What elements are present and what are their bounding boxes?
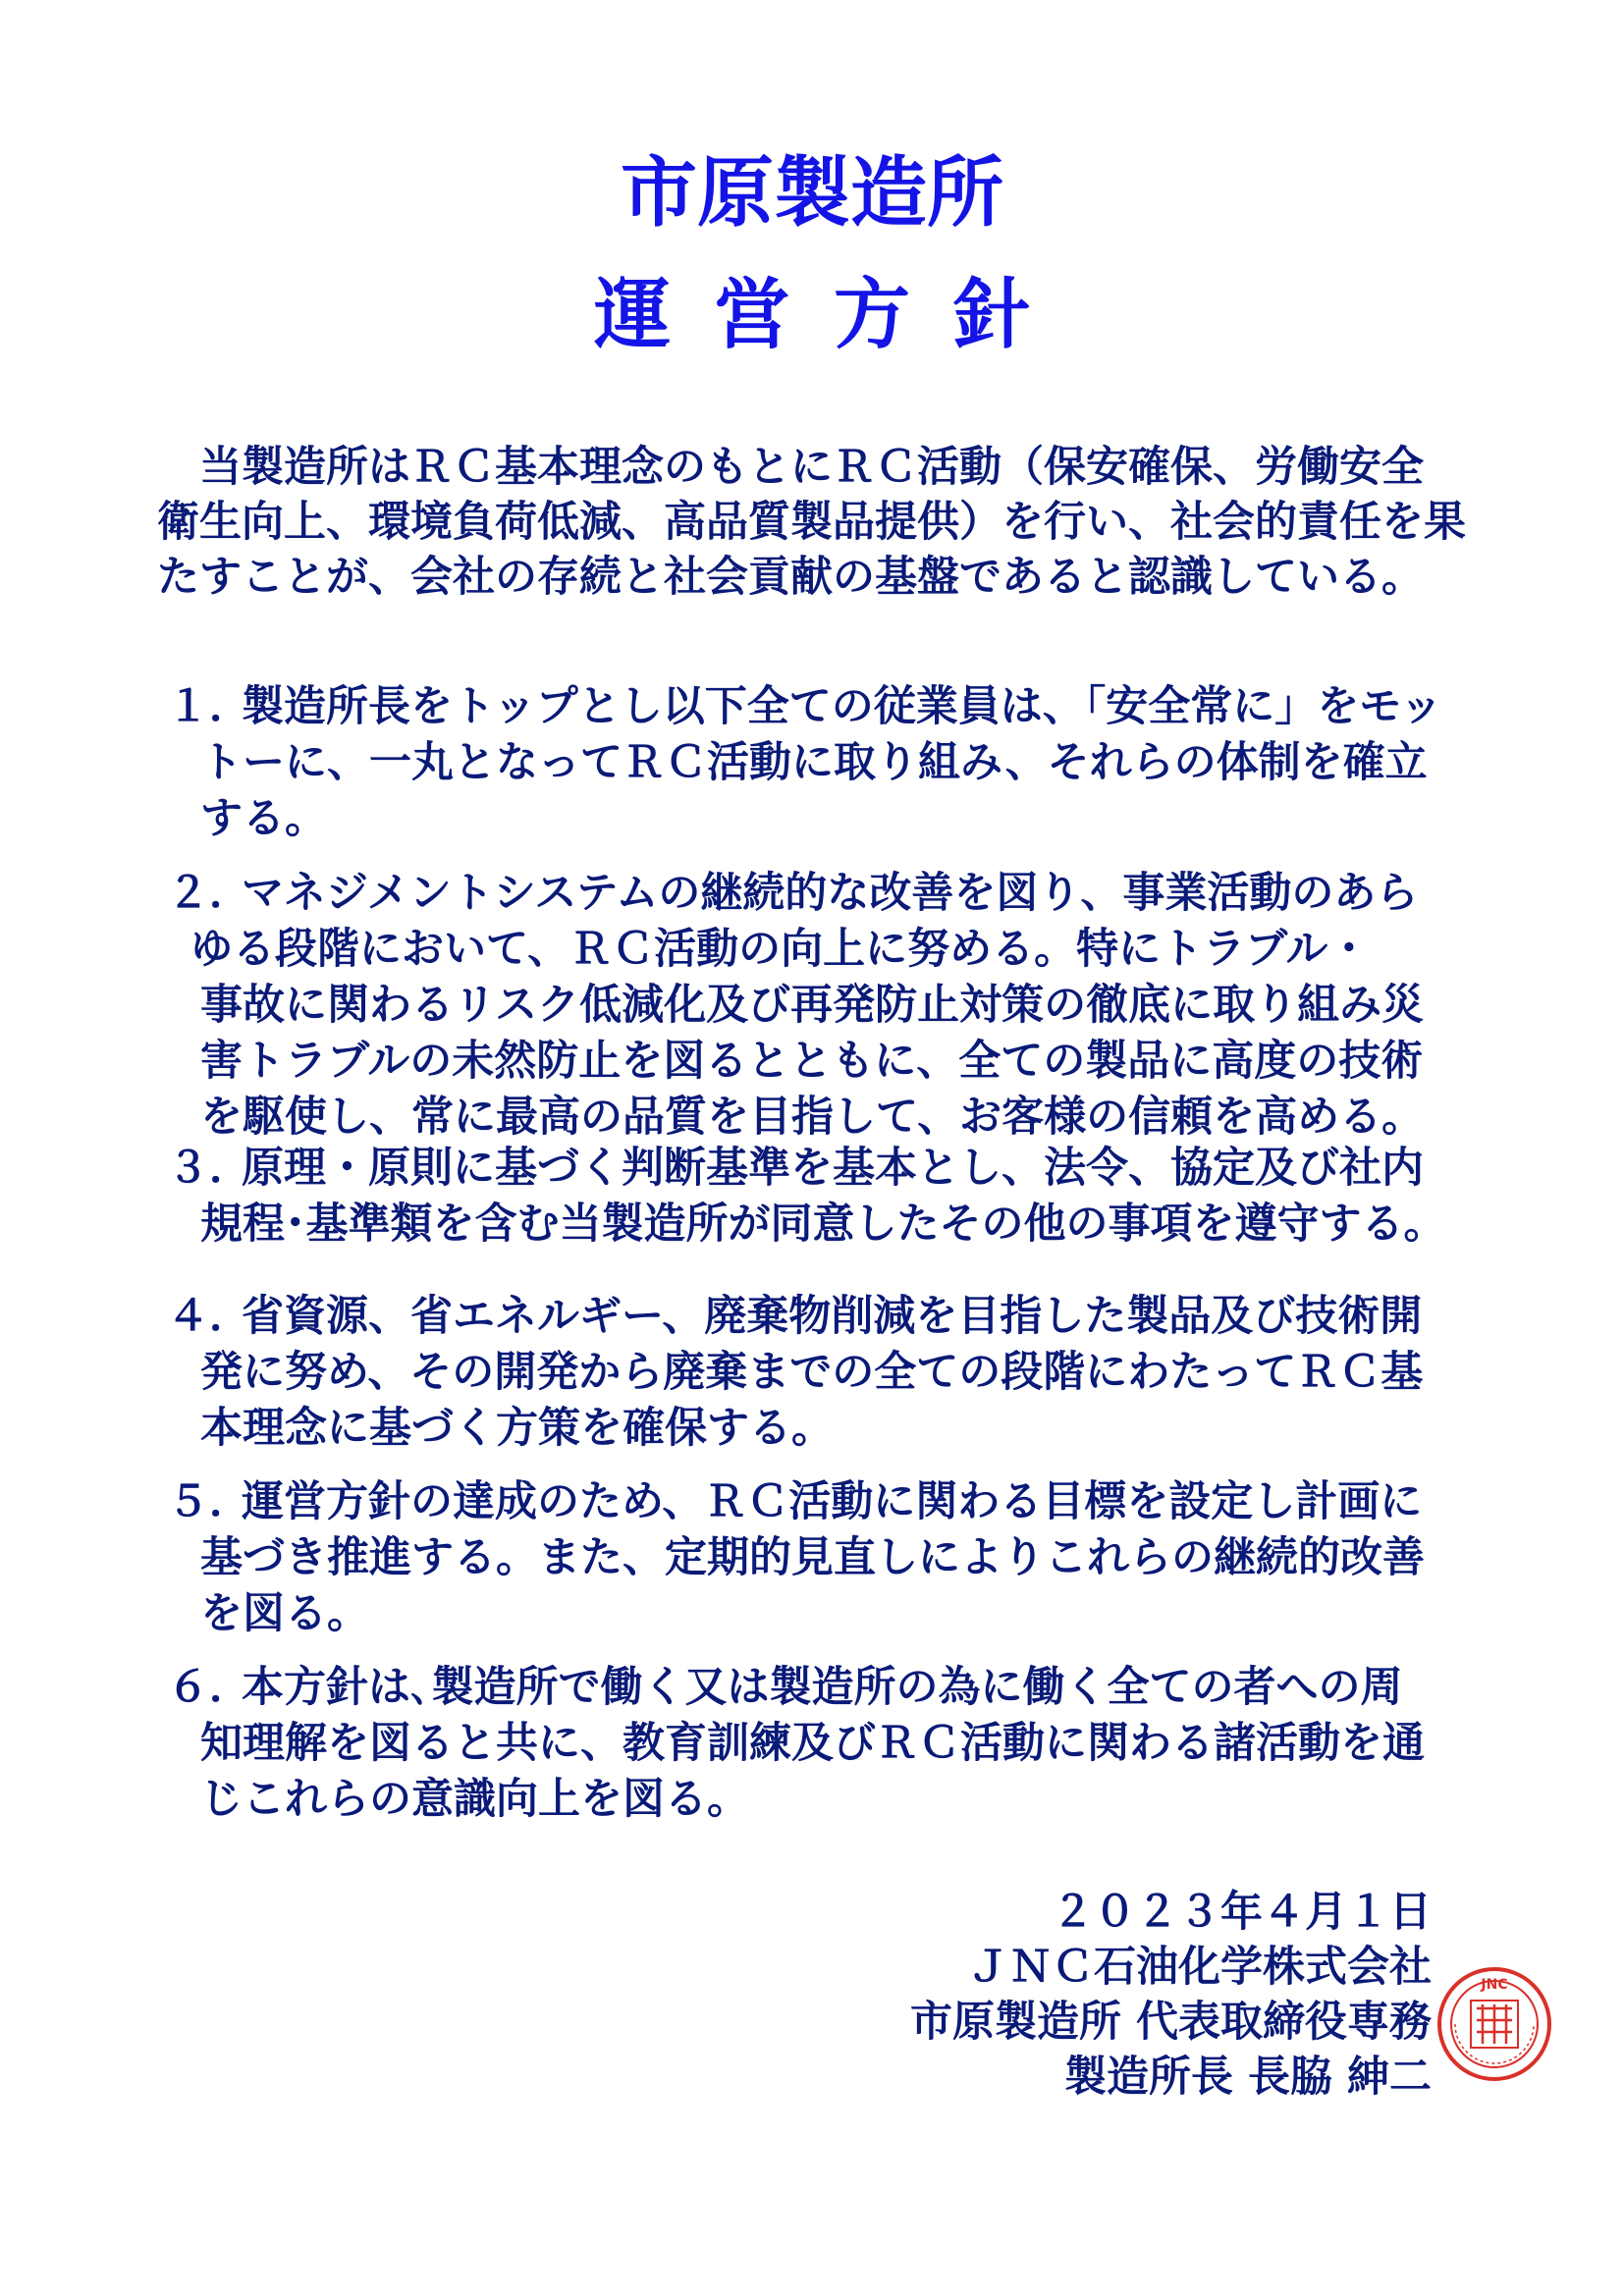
item-line: 本方針は､製造所で働く又は製造所の為に働く全ての者への周 (242, 1663, 1403, 1712)
document-title-line2: 運営方針 (593, 271, 1073, 359)
signature-block (910, 1885, 1432, 2105)
item-line: ゆる段階において、ＲＣ活動の向上に努める。特にトラブル・ (190, 925, 1371, 974)
signer-position: 市原製造所 代表取締役専務 (910, 1998, 1432, 2047)
svg-text:JNC: JNC (1481, 1977, 1508, 1993)
item-line: 規程･基準類を含む当製造所が同意したその他の事項を遵守する。 (200, 1200, 1446, 1249)
policy-item-4 (157, 1289, 1492, 1457)
item-line: 知理解を図ると共に、教育訓練及びＲＣ活動に関わる諸活動を通 (200, 1719, 1425, 1768)
item-line: 本理念に基づく方策を確保する。 (200, 1404, 834, 1453)
item-number: ２． (167, 869, 251, 918)
company-seal-icon (1435, 1965, 1553, 2083)
company-name: ＪＮＣ石油化学株式会社 (967, 1943, 1432, 1992)
item-line: 製造所長をトップとし以下全ての従業員は、「安全常に」をモッ (242, 682, 1442, 731)
document-title-line1: 市原製造所 (620, 149, 1003, 238)
item-line: 基づき推進する。また、定期的見直しによりこれらの継続的改善 (200, 1533, 1425, 1582)
item-number: ５． (167, 1477, 251, 1526)
signer-name: 製造所長 長脇 紳二 (1064, 2053, 1432, 2102)
item-line: を図る。 (200, 1589, 369, 1638)
policy-item-1 (157, 679, 1492, 847)
item-number: ６． (167, 1663, 251, 1712)
item-line: 害トラブルの未然防止を図るとともに、全ての製品に高度の技術 (200, 1037, 1424, 1086)
item-line: 省資源、省エネルギー、廃棄物削減を目指した製品及び技術開 (242, 1292, 1423, 1341)
policy-item-6 (157, 1660, 1492, 1828)
item-line: する。 (200, 794, 327, 843)
item-line: 原理・原則に基づく判断基準を基本とし、法令、協定及び社内 (242, 1144, 1424, 1193)
policy-item-3 (157, 1141, 1492, 1253)
item-line: 発に努め、その開発から廃棄までの全ての段階にわたってＲＣ基 (200, 1348, 1424, 1397)
policy-item-2 (157, 866, 1492, 1146)
intro-paragraph (157, 440, 1492, 605)
item-number: ３． (167, 1144, 251, 1193)
item-number: １． (167, 682, 251, 731)
item-line: 運営方針の達成のため、ＲＣ活動に関わる目標を設定し計画に (242, 1477, 1423, 1526)
intro-line: 当製造所はＲＣ基本理念のもとにＲＣ活動（保安確保、労働安全 (199, 443, 1424, 492)
item-line: マネジメントシステムの継続的な改善を図り、事業活動のあら (242, 869, 1419, 918)
item-line: 事故に関わるリスク低減化及び再発防止対策の徹底に取り組み災 (200, 981, 1425, 1030)
intro-line: たすことが、会社の存続と社会貢献の基盤であると認識している。 (157, 553, 1424, 602)
item-line: を駆使し、常に最高の品質を目指して、お客様の信頼を高める。 (200, 1093, 1425, 1142)
item-line: じこれらの意識向上を図る。 (200, 1775, 749, 1824)
intro-line: 衛生向上、環境負荷低減、高品質製品提供）を行い、社会的責任を果 (157, 498, 1466, 547)
issue-date: ２０２３年４月１日 (1052, 1888, 1432, 1937)
item-line: トーに、一丸となってＲＣ活動に取り組み、それらの体制を確立 (200, 738, 1428, 787)
item-number: ４． (167, 1292, 251, 1341)
policy-item-5 (157, 1474, 1492, 1642)
